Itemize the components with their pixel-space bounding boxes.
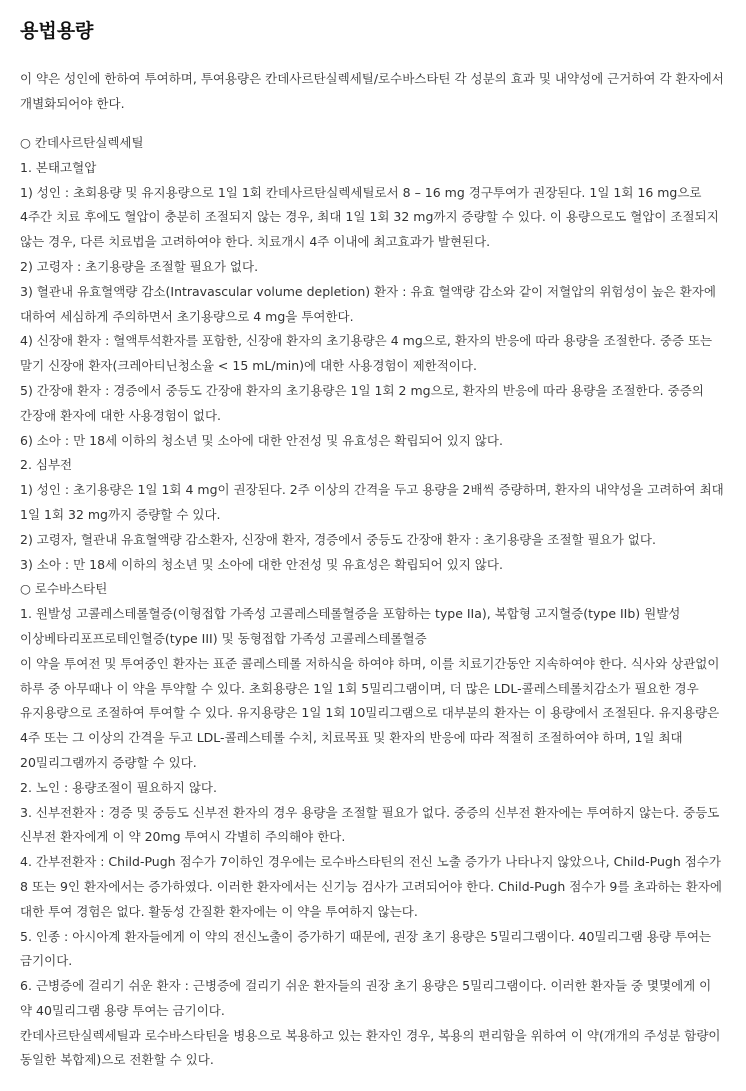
paragraph-heart-failure-special: 2) 고령자, 혈관내 유효혈액량 감소환자, 신장애 환자, 경증에서 중등도 간장애 환자 : 초기용량을 조절할 필요가 없다.	[20, 531, 656, 547]
paragraph-rosuvastatin-race: 5. 인종 : 아시아계 환자들에게 이 약의 전신노출이 증가하기 때문에, 권장 초기 용량은 5밀리그램이다. 40밀리그램 용량 투여는 금기이다.	[20, 928, 712, 969]
page-title: 용법용량	[20, 20, 94, 42]
paragraph-rosuvastatin-elderly: 2. 노인 : 용량조절이 필요하지 않다.	[20, 779, 217, 795]
paragraph-rosuvastatin-renal: 3. 신부전환자 : 경증 및 중등도 신부전 환자의 경우 용량을 조절할 필요가 없다. 중증의 신부전 환자에는 투여하지 않는다. 중등도 신부전 환자에게 이 약 20mg 투여시 각별히 주의해야 한다.	[20, 804, 720, 845]
paragraph-hepatic-impairment: 5) 간장애 환자 : 경증에서 중등도 간장애 환자의 초기용량은 1일 1회 2 mg으로, 환자의 반응에 따라 용량을 조절한다. 중증의 간장애 환자에 대한 사용경험이 없다.	[20, 382, 704, 423]
subsection-hypercholesterolemia: 1. 원발성 고콜레스테롤혈증(이형접합 가족성 고콜레스테롤혈증을 포함하는 type IIa), 복합형 고지혈증(type IIb) 원발성 이상베타리포프로테인혈증(type III) 및 동형접합 가족성 고콜레스테롤혈증	[20, 606, 681, 646]
section-heading-rosuvastatin: ○ 로수바스타틴	[20, 581, 108, 597]
paragraph-combination-switch: 칸데사르탄실렉세틸과 로수바스타틴을 병용으로 복용하고 있는 환자인 경우, 복용의 편리함을 위하여 이 약(개개의 주성분 함량이 동일한 복합제)으로 전환할 수 있다.	[20, 1027, 721, 1068]
subsection-hypertension: 1. 본태고혈압	[20, 159, 97, 175]
paragraph-hypertension-adult: 1) 성인 : 초회용량 및 유지용량으로 1일 1회 칸데사르탄실렉세틸로서 8 – 16 mg 경구투여가 권장된다. 1일 1회 16 mg으로 4주간 치료 후에도 혈압이 충분히 조절되지 않는 경우, 최대 1일 1회 32 mg까지 증량할 수 있다. 이 용량으로도 혈압이 조절되지 않는 경우, 다른 치료법을 고려하여야 한다. 치료개시 4주 이내에 최고효과가 발현된다.	[20, 184, 719, 250]
paragraph-rosuvastatin-hepatic: 4. 간부전환자 : Child-Pugh 점수가 7이하인 경우에는 로수바스타틴의 전신 노출 증가가 나타나지 않았으나, Child-Pugh 점수가 8 또는 9인 환자에서는 증가하였다. 이러한 환자에서는 신기능 검사가 고려되어야 한다. Child-Pugh 점수가 9를 초과하는 환자에 대한 투여 경험은 없다. 활동성 간질환 환자에는 이 약을 투여하지 않는다.	[20, 854, 722, 919]
intro-paragraph: 이 약은 성인에 한하여 투여하며, 투여용량은 칸데사르탄실렉세틸/로수바스타틴 각 성분의 효과 및 내약성에 근거하여 각 환자에서 개별화되어야 한다.	[20, 71, 724, 111]
paragraph-rosuvastatin-myopathy: 6. 근병증에 걸리기 쉬운 환자 : 근병증에 걸리기 쉬운 환자들의 권장 초기 용량은 5밀리그램이다. 이러한 환자들 중 몇몇에게 이 약 40밀리그램 용량 투여는 금기이다.	[20, 978, 712, 1018]
paragraph-heart-failure-adult: 1) 성인 : 초기용량은 1일 1회 4 mg이 권장된다. 2주 이상의 간격을 두고 용량을 2배씩 증량하며, 환자의 내약성을 고려하여 최대 1일 1회 32 mg까지 증량할 수 있다.	[20, 482, 724, 522]
paragraph-volume-depletion: 3) 혈관내 유효혈액량 감소(Intravascular volume depletion) 환자 : 유효 혈액량 감소와 같이 저혈압의 위험성이 높은 환자에 대하여 세심하게 주의하면서 초기용량으로 4 mg을 투여한다.	[20, 283, 716, 324]
section-heading-candesartan: ○ 칸데사르탄실렉세틸	[20, 135, 144, 150]
paragraph-rosuvastatin-dosing: 이 약을 투여전 및 투여중인 환자는 표준 콜레스테롤 저하식을 하여야 하며, 이를 치료기간동안 지속하여야 한다. 식사와 상관없이 하루 중 아무때나 이 약을 투약할 수 있다. 초회용량은 1일 1회 5밀리그램이며, 더 많은 LDL-콜레스테롤치감소가 필요한 경우 유지용량으로 조절하여 투여할 수 있다. 유지용량은 1일 1회 10밀리그램으로 대부분의 환자는 이 용량에서 조절된다. 유지용량은 4주 또는 그 이상의 간격을 두고 LDL-콜레스테롤 수치, 치료목표 및 환자의 반응에 따라 적절히 조절하여야 하며, 1일 최대 20밀리그램까지 증량할 수 있다.	[20, 655, 720, 770]
paragraph-hypertension-elderly: 2) 고령자 : 초기용량을 조절할 필요가 없다.	[20, 258, 259, 274]
paragraph-pediatric: 6) 소아 : 만 18세 이하의 청소년 및 소아에 대한 안전성 및 유효성은 확립되어 있지 않다.	[20, 432, 503, 448]
paragraph-renal-impairment: 4) 신장애 환자 : 혈액투석환자를 포함한, 신장애 환자의 초기용량은 4 mg으로, 환자의 반응에 따라 용량을 조절한다. 중증 또는 말기 신장애 환자(크레아티닌청소율 < 15 mL/min)에 대한 사용경험이 제한적이다.	[20, 333, 713, 374]
dosage-content	[20, 131, 726, 1073]
subsection-heart-failure: 2. 심부전	[20, 457, 73, 473]
paragraph-heart-failure-pediatric: 3) 소아 : 만 18세 이하의 청소년 및 소아에 대한 안전성 및 유효성은 확립되어 있지 않다.	[20, 556, 503, 572]
